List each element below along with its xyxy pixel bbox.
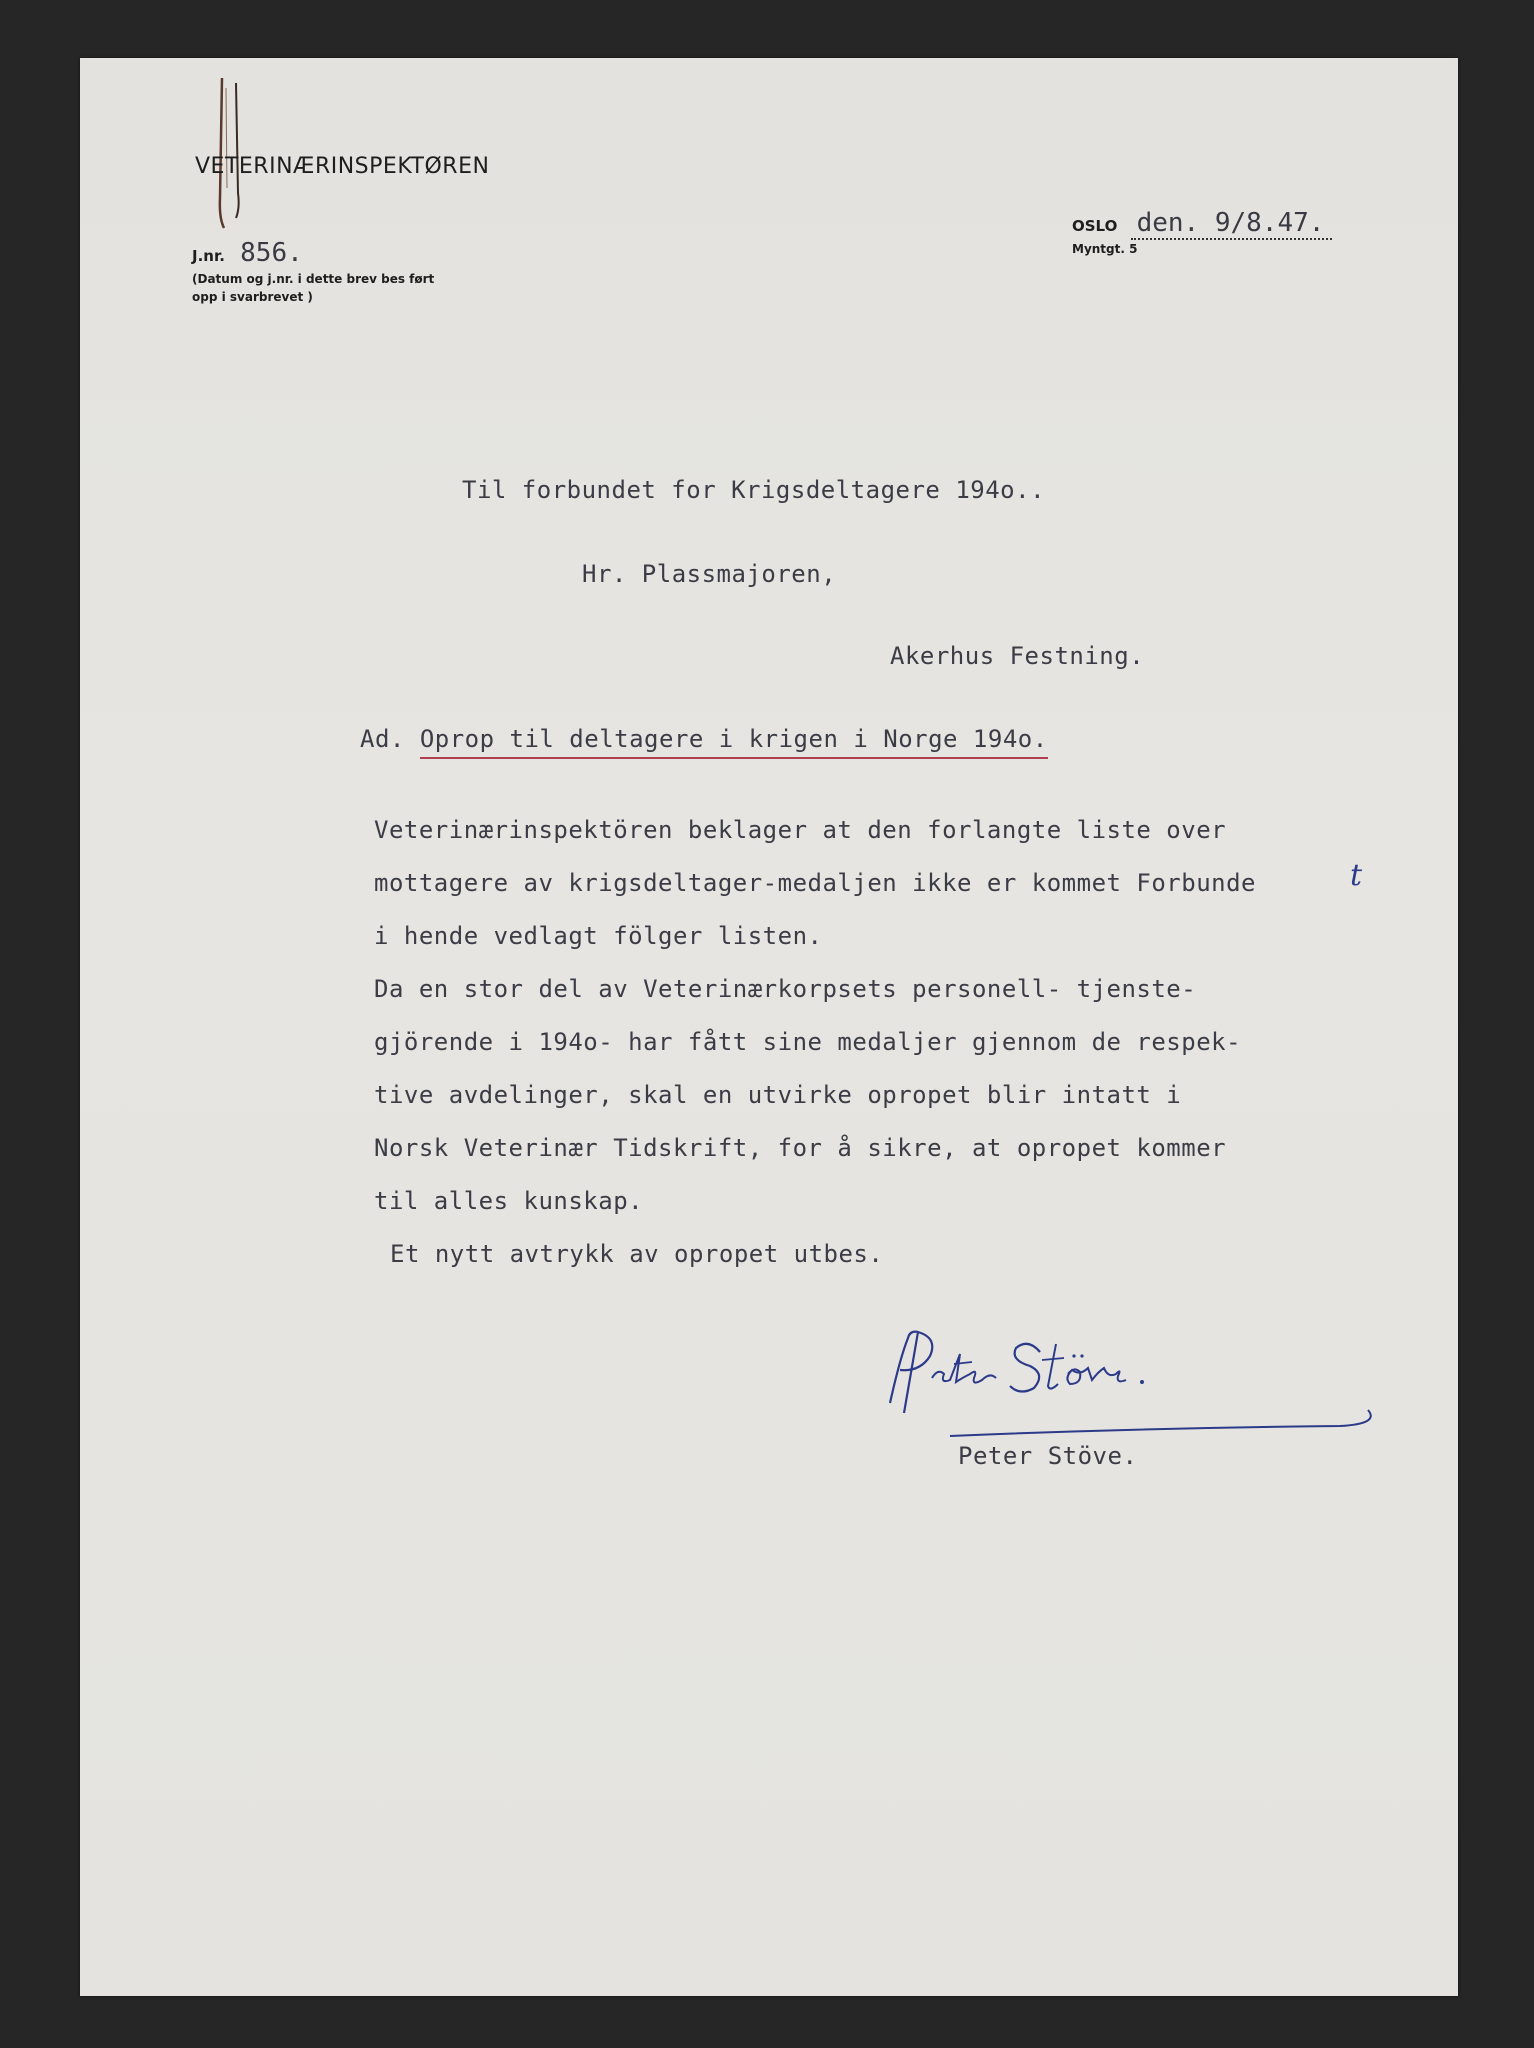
letter-body: [374, 804, 1256, 1281]
subject-prefix: Ad.: [360, 725, 405, 753]
typed-signature-name: Peter Stöve.: [958, 1442, 1138, 1470]
body-line: Veterinærinspektören beklager at den forlangte liste over: [374, 816, 1227, 844]
journal-number-value: 856.: [240, 238, 303, 268]
subject-text: Oprop til deltagere i krigen i Norge 194o.: [420, 725, 1048, 759]
city-label: OSLO: [1072, 217, 1118, 235]
body-line: Da en stor del av Veterinærkorpsets personell- tjenste-: [374, 975, 1197, 1003]
body-line: Et nytt avtrykk av opropet utbes.: [390, 1240, 884, 1268]
place-and-date: [1072, 208, 1332, 256]
letterhead-organization: VETERINÆRINSPEKTØREN: [195, 154, 490, 179]
body-line: Norsk Veterinær Tidskrift, for å sikre, at opropet kommer: [374, 1134, 1227, 1162]
journal-reference: [192, 238, 434, 306]
body-line: i hende vedlagt fölger listen.: [374, 922, 823, 950]
handwritten-correction: t: [1350, 858, 1363, 893]
body-line: tive avdelinger, skal en utvirke opropet blir intatt i: [374, 1081, 1182, 1109]
subject-line: [360, 725, 1048, 753]
reference-note-line-2: opp i svarbrevet ): [192, 290, 313, 304]
body-line: mottagere av krigsdeltager-medaljen ikke er kommet Forbunde: [374, 869, 1257, 897]
signature-area: [860, 1308, 1420, 1468]
street-address: Myntgt. 5: [1072, 242, 1138, 256]
reference-note: [192, 270, 434, 306]
recipient-line-3: Akerhus Festning.: [890, 642, 1145, 670]
place-date-line: [1072, 208, 1332, 240]
journal-number-line: [192, 238, 434, 268]
recipient-line-1: Til forbundet for Krigsdeltagere 194o..: [462, 476, 1046, 504]
recipient-line-2: Hr. Plassmajoren,: [582, 560, 837, 588]
handwritten-signature-icon: [860, 1308, 1420, 1468]
letter-date: den. 9/8.47.: [1131, 208, 1333, 240]
body-line: til alles kunskap.: [374, 1187, 644, 1215]
reference-note-line-1: (Datum og j.nr. i dette brev bes ført: [192, 272, 435, 286]
letter-paper: [80, 58, 1458, 1996]
body-line: gjörende i 194o- har fått sine medaljer gjennom de respek-: [374, 1028, 1242, 1056]
journal-number-label: J.nr.: [192, 247, 225, 265]
